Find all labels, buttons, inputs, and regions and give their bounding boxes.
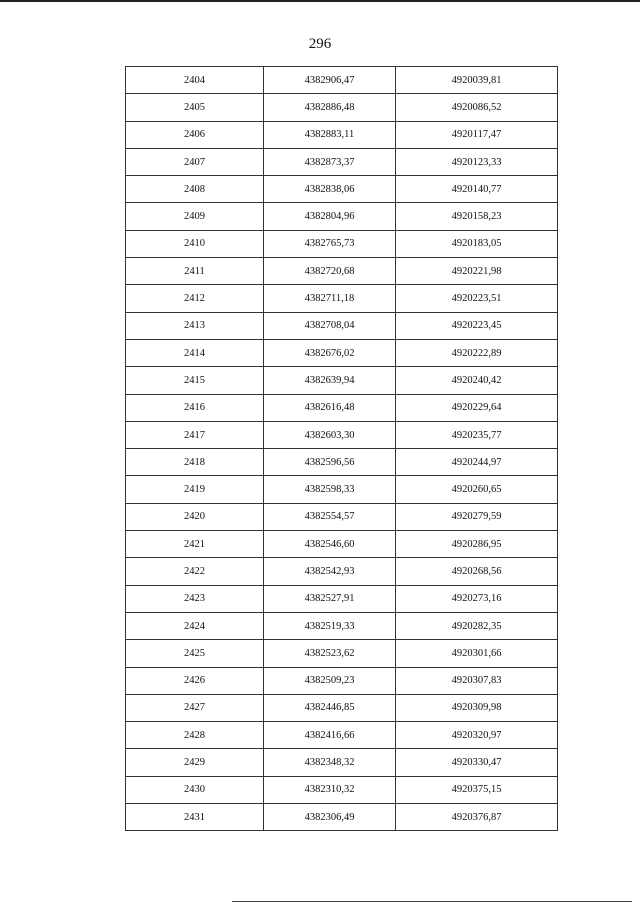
point-number-cell: 2418 <box>126 449 264 476</box>
x-coordinate-cell: 4382906,47 <box>264 67 396 94</box>
x-coordinate-cell: 4382708,04 <box>264 312 396 339</box>
y-coordinate-cell: 4920117,47 <box>396 121 558 148</box>
y-coordinate-cell: 4920123,33 <box>396 148 558 175</box>
table-row <box>126 694 558 721</box>
point-number-cell: 2405 <box>126 94 264 121</box>
table-row <box>126 558 558 585</box>
x-coordinate-cell: 4382873,37 <box>264 148 396 175</box>
table-row <box>126 585 558 612</box>
coordinates-table-body <box>126 67 558 831</box>
point-number-cell: 2421 <box>126 531 264 558</box>
point-number-cell: 2413 <box>126 312 264 339</box>
table-row <box>126 804 558 831</box>
x-coordinate-cell: 4382720,68 <box>264 258 396 285</box>
table-row <box>126 776 558 803</box>
table-row <box>126 339 558 366</box>
y-coordinate-cell: 4920282,35 <box>396 612 558 639</box>
x-coordinate-cell: 4382542,93 <box>264 558 396 585</box>
y-coordinate-cell: 4920086,52 <box>396 94 558 121</box>
point-number-cell: 2409 <box>126 203 264 230</box>
y-coordinate-cell: 4920183,05 <box>396 230 558 257</box>
y-coordinate-cell: 4920229,64 <box>396 394 558 421</box>
point-number-cell: 2411 <box>126 258 264 285</box>
table-row <box>126 258 558 285</box>
x-coordinate-cell: 4382416,66 <box>264 722 396 749</box>
table-row <box>126 148 558 175</box>
y-coordinate-cell: 4920375,15 <box>396 776 558 803</box>
x-coordinate-cell: 4382554,57 <box>264 503 396 530</box>
point-number-cell: 2407 <box>126 148 264 175</box>
table-row <box>126 394 558 421</box>
y-coordinate-cell: 4920376,87 <box>396 804 558 831</box>
point-number-cell: 2425 <box>126 640 264 667</box>
table-row <box>126 531 558 558</box>
x-coordinate-cell: 4382446,85 <box>264 694 396 721</box>
table-row <box>126 67 558 94</box>
point-number-cell: 2412 <box>126 285 264 312</box>
y-coordinate-cell: 4920222,89 <box>396 339 558 366</box>
table-row <box>126 230 558 257</box>
table-row <box>126 421 558 448</box>
y-coordinate-cell: 4920039,81 <box>396 67 558 94</box>
x-coordinate-cell: 4382509,23 <box>264 667 396 694</box>
x-coordinate-cell: 4382838,06 <box>264 176 396 203</box>
point-number-cell: 2423 <box>126 585 264 612</box>
bottom-border-line <box>232 901 632 902</box>
y-coordinate-cell: 4920268,56 <box>396 558 558 585</box>
y-coordinate-cell: 4920279,59 <box>396 503 558 530</box>
y-coordinate-cell: 4920240,42 <box>396 367 558 394</box>
point-number-cell: 2430 <box>126 776 264 803</box>
table-row <box>126 667 558 694</box>
x-coordinate-cell: 4382804,96 <box>264 203 396 230</box>
top-border-line <box>0 0 640 2</box>
table-row <box>126 312 558 339</box>
x-coordinate-cell: 4382616,48 <box>264 394 396 421</box>
table-row <box>126 476 558 503</box>
table-row <box>126 203 558 230</box>
y-coordinate-cell: 4920235,77 <box>396 421 558 448</box>
x-coordinate-cell: 4382886,48 <box>264 94 396 121</box>
y-coordinate-cell: 4920307,83 <box>396 667 558 694</box>
point-number-cell: 2414 <box>126 339 264 366</box>
x-coordinate-cell: 4382523,62 <box>264 640 396 667</box>
point-number-cell: 2427 <box>126 694 264 721</box>
x-coordinate-cell: 4382527,91 <box>264 585 396 612</box>
point-number-cell: 2426 <box>126 667 264 694</box>
table-row <box>126 612 558 639</box>
table-row <box>126 285 558 312</box>
x-coordinate-cell: 4382711,18 <box>264 285 396 312</box>
x-coordinate-cell: 4382596,56 <box>264 449 396 476</box>
x-coordinate-cell: 4382519,33 <box>264 612 396 639</box>
y-coordinate-cell: 4920273,16 <box>396 585 558 612</box>
y-coordinate-cell: 4920244,97 <box>396 449 558 476</box>
x-coordinate-cell: 4382765,73 <box>264 230 396 257</box>
table-row <box>126 367 558 394</box>
table-row <box>126 94 558 121</box>
point-number-cell: 2422 <box>126 558 264 585</box>
y-coordinate-cell: 4920286,95 <box>396 531 558 558</box>
point-number-cell: 2424 <box>126 612 264 639</box>
y-coordinate-cell: 4920320,97 <box>396 722 558 749</box>
y-coordinate-cell: 4920221,98 <box>396 258 558 285</box>
y-coordinate-cell: 4920223,51 <box>396 285 558 312</box>
point-number-cell: 2406 <box>126 121 264 148</box>
point-number-cell: 2419 <box>126 476 264 503</box>
point-number-cell: 2417 <box>126 421 264 448</box>
table-row <box>126 749 558 776</box>
point-number-cell: 2420 <box>126 503 264 530</box>
y-coordinate-cell: 4920301,66 <box>396 640 558 667</box>
x-coordinate-cell: 4382348,32 <box>264 749 396 776</box>
y-coordinate-cell: 4920140,77 <box>396 176 558 203</box>
x-coordinate-cell: 4382639,94 <box>264 367 396 394</box>
point-number-cell: 2431 <box>126 804 264 831</box>
point-number-cell: 2416 <box>126 394 264 421</box>
x-coordinate-cell: 4382546,60 <box>264 531 396 558</box>
x-coordinate-cell: 4382598,33 <box>264 476 396 503</box>
y-coordinate-cell: 4920330,47 <box>396 749 558 776</box>
x-coordinate-cell: 4382883,11 <box>264 121 396 148</box>
point-number-cell: 2415 <box>126 367 264 394</box>
point-number-cell: 2404 <box>126 67 264 94</box>
x-coordinate-cell: 4382310,32 <box>264 776 396 803</box>
y-coordinate-cell: 4920223,45 <box>396 312 558 339</box>
table-row <box>126 449 558 476</box>
point-number-cell: 2408 <box>126 176 264 203</box>
point-number-cell: 2428 <box>126 722 264 749</box>
table-row <box>126 503 558 530</box>
table-row <box>126 176 558 203</box>
x-coordinate-cell: 4382603,30 <box>264 421 396 448</box>
table-row <box>126 722 558 749</box>
point-number-cell: 2429 <box>126 749 264 776</box>
point-number-cell: 2410 <box>126 230 264 257</box>
page-number: 296 <box>308 36 332 52</box>
x-coordinate-cell: 4382306,49 <box>264 804 396 831</box>
y-coordinate-cell: 4920158,23 <box>396 203 558 230</box>
table-row <box>126 640 558 667</box>
x-coordinate-cell: 4382676,02 <box>264 339 396 366</box>
y-coordinate-cell: 4920260,65 <box>396 476 558 503</box>
coordinates-table <box>125 66 558 831</box>
y-coordinate-cell: 4920309,98 <box>396 694 558 721</box>
table-row <box>126 121 558 148</box>
